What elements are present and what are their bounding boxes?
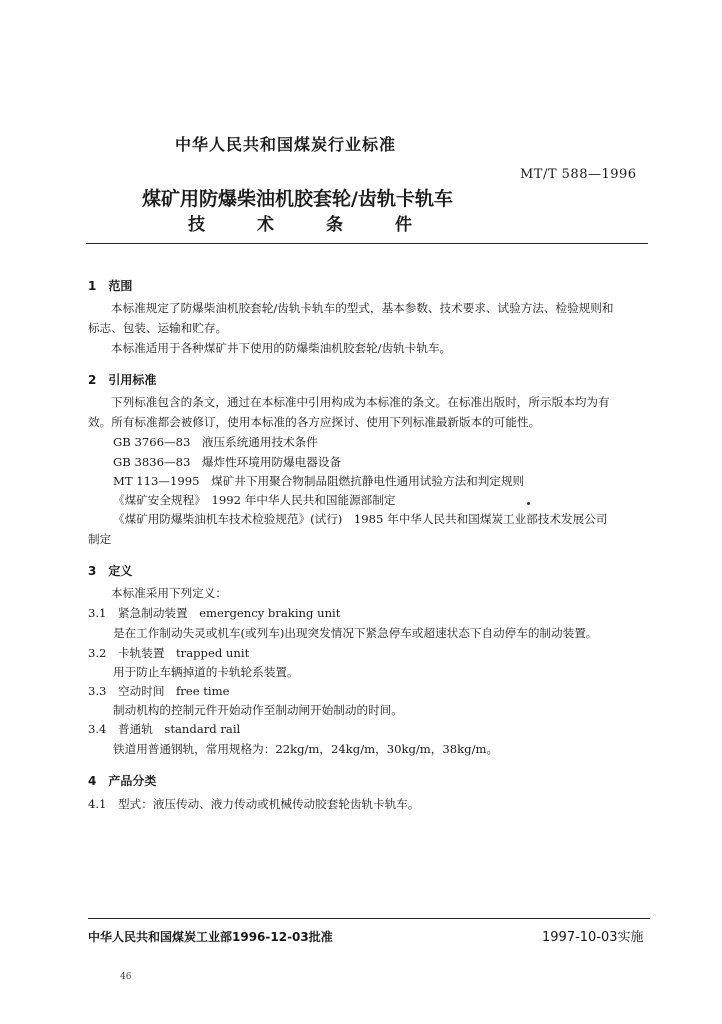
subtitle-char: 术 (257, 215, 274, 235)
footer-rule (88, 918, 650, 919)
reference-item: MT 113—1995 煤矿井下用聚合物制品阻燃抗静电性通用试验方法和判定规则 (113, 474, 525, 488)
section-4-heading: 4 产品分类 (88, 774, 157, 788)
standard-code: MT/T 588—1996 (520, 167, 637, 182)
subtitle-char: 技 (188, 215, 205, 235)
approval-note: 中华人民共和国煤炭工业部1996-12-03批准 (88, 930, 333, 944)
section-2-heading: 2 引用标准 (88, 373, 157, 387)
org-title: 中华人民共和国煤炭行业标准 (175, 135, 397, 154)
document-subtitle (188, 210, 464, 235)
section-3-heading: 3 定义 (88, 564, 133, 578)
definition-3-2-text: 用于防止车辆掉道的卡轨轮系装置。 (113, 665, 299, 679)
implementation-date: 1997-10-03实施 (542, 930, 644, 945)
definition-3-1-term: 3.1 紧急制动装置 emergency braking unit (88, 606, 341, 620)
document-title: 煤矿用防爆柴油机胶套轮/齿轨卡轨车 (142, 188, 453, 210)
definition-3-3-text: 制动机构的控制元件开始动作至制动闸开始制动的时间。 (113, 703, 403, 717)
section-1-para-2: 本标准适用于各种煤矿井下使用的防爆柴油机胶套轮/齿轨卡轨车。 (111, 341, 452, 355)
reference-item: 《煤矿用防爆柴油机车技术检验规范》(试行) 1985 年中华人民共和国煤炭工业部技术发展公司 (113, 512, 608, 526)
reference-item: GB 3836—83 爆炸性环境用防爆电器设备 (113, 455, 342, 469)
stray-dot (527, 502, 530, 505)
header-rule (86, 243, 648, 244)
section-1-para-1-line-2: 标志、包装、运输和贮存。 (88, 321, 228, 335)
subtitle-char: 条 (326, 215, 343, 235)
reference-item: 《煤矿安全规程》 1992 年中华人民共和国能源部制定 (113, 493, 396, 507)
definition-3-4-term: 3.4 普通轨 standard rail (88, 722, 241, 736)
section-3-intro: 本标准采用下列定义： (111, 586, 227, 600)
reference-item: GB 3766—83 液压系统通用技术条件 (113, 435, 318, 449)
clause-4-1: 4.1 型式：液压传动、液力传动或机械传动胶套轮齿轨卡轨车。 (88, 797, 420, 811)
definition-3-3-term: 3.3 空动时间 free time (88, 684, 230, 698)
page-number: 46 (120, 972, 132, 982)
definition-3-4-text: 铁道用普通钢轨，常用规格为：22kg/m，24kg/m，30kg/m，38kg/m。 (113, 742, 499, 756)
section-2-para-line-2: 效。所有标准都会被修订，使用本标准的各方应探讨、使用下列标准最新版本的可能性。 (88, 415, 541, 429)
reference-item-continuation: 制定 (88, 532, 112, 546)
section-2-para-line-1: 下列标准包含的条文，通过在本标准中引用构成为本标准的条文。在标准出版时，所示版本均为有 (111, 395, 610, 409)
section-1-heading: 1 范围 (88, 279, 133, 293)
definition-3-1-text: 是在工作制动失灵或机车(或列车)出现突发情况下紧急停车或超速状态下自动停车的制动装置。 (113, 626, 598, 640)
definition-3-2-term: 3.2 卡轨装置 trapped unit (88, 646, 250, 660)
subtitle-char: 件 (395, 215, 412, 235)
section-1-para-1-line-1: 本标准规定了防爆柴油机胶套轮/齿轨卡轨车的型式，基本参数、技术要求、试验方法、检验规则和 (111, 301, 614, 315)
